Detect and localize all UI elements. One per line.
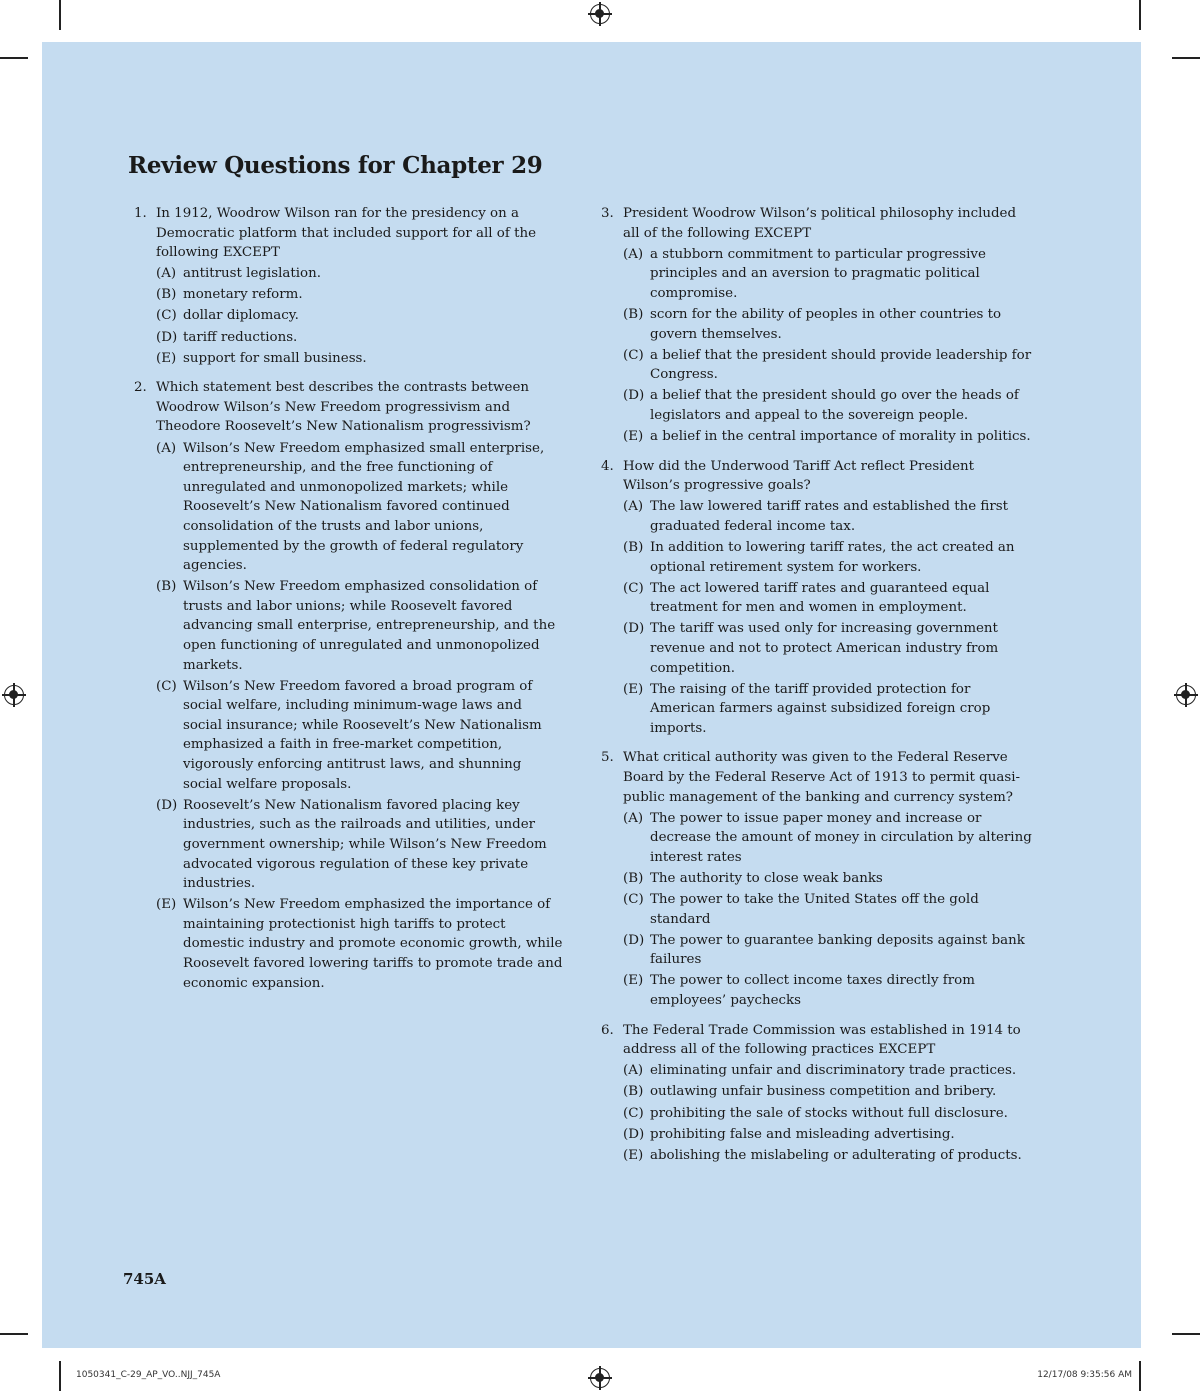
registration-mark-icon xyxy=(590,4,610,24)
option-text: The raising of the tariff provided protection for American farmers against subsidized foreign crop imports. xyxy=(650,681,991,736)
crop-mark xyxy=(59,0,61,30)
questions-column-right xyxy=(601,204,1033,1175)
question-number: 4. xyxy=(601,458,614,474)
option-letter: (B) xyxy=(623,540,644,555)
option-text: Wilson’s New Freedom emphasized the importance of maintaining protectionist high tariffs to protect domestic industry and promote economic growth, while Roosevelt favored lowering tariffs to promote trade and economic expansion. xyxy=(183,897,563,991)
answer-option xyxy=(623,971,1033,1010)
option-letter: (D) xyxy=(156,797,178,813)
question-number: 1. xyxy=(134,206,147,221)
question xyxy=(601,457,1033,739)
option-text: prohibiting false and misleading advertising. xyxy=(650,1126,955,1142)
option-letter: (B) xyxy=(156,287,177,303)
crop-mark xyxy=(1172,1333,1200,1335)
option-letter: (E) xyxy=(156,897,177,913)
print-slug-left: 1050341_C-29_AP_VO..NJJ_745A xyxy=(76,1370,221,1380)
option-letter: (E) xyxy=(623,429,644,445)
question xyxy=(601,748,1033,1010)
answer-option xyxy=(156,349,564,369)
option-text: The power to collect income taxes directly from employees’ paychecks xyxy=(650,973,975,1009)
answer-option xyxy=(156,895,564,993)
answer-option xyxy=(623,1082,1033,1102)
option-text: Wilson’s New Freedom emphasized small enterprise, entrepreneurship, and the free functioning of unregulated and unmonopolized markets; while Roosevelt’s New Nationalism favored continued consolidation of the trusts and labor unions, supplemented by the growth of federal regulatory agencies. xyxy=(183,440,545,574)
answer-option xyxy=(623,245,1033,304)
option-text: a belief that the president should provide leadership for Congress. xyxy=(650,347,1032,383)
option-letter: (C) xyxy=(623,347,644,363)
option-text: a belief in the central importance of morality in politics. xyxy=(650,429,1031,445)
option-text: abolishing the mislabeling or adulterating of products. xyxy=(650,1147,1022,1163)
crop-mark xyxy=(1172,57,1200,59)
question-number: 5. xyxy=(601,750,614,766)
option-letter: (D) xyxy=(623,621,645,637)
question-stem: What critical authority was given to the Federal Reserve Board by the Federal Reserve Act of 1913 to permit quasi-public management of the banking and currency system? xyxy=(623,750,1021,805)
question-stem: How did the Underwood Tariff Act reflect President Wilson’s progressive goals? xyxy=(623,458,974,494)
option-letter: (C) xyxy=(156,678,177,694)
answer-option xyxy=(623,1104,1033,1124)
question-stem: In 1912, Woodrow Wilson ran for the presidency on a Democratic platform that included support for all of the following EXCEPT xyxy=(156,206,537,261)
page-title: Review Questions for Chapter 29 xyxy=(128,152,543,179)
answer-option xyxy=(623,1125,1033,1145)
answer-option xyxy=(156,306,564,326)
answer-option xyxy=(623,386,1033,425)
option-letter: (D) xyxy=(623,1126,645,1142)
option-letter: (E) xyxy=(156,350,177,366)
option-letter: (A) xyxy=(623,246,644,262)
option-letter: (B) xyxy=(156,579,177,595)
registration-mark-icon xyxy=(4,685,24,705)
option-text: antitrust legislation. xyxy=(183,266,321,282)
question xyxy=(601,1021,1033,1166)
option-text: The act lowered tariff rates and guaranteed equal treatment for men and women in employment. xyxy=(650,580,990,616)
answer-option xyxy=(623,427,1033,447)
option-text: support for small business. xyxy=(183,350,367,366)
option-letter: (A) xyxy=(623,499,644,515)
option-letter: (E) xyxy=(623,681,644,697)
answer-option xyxy=(156,285,564,305)
option-text: Wilson’s New Freedom favored a broad program of social welfare, including minimum-wage laws and social insurance; while Roosevelt’s New Nationalism emphasized a faith in free-market competition, vigorously enforcing antitrust laws, and shunning social welfare proposals. xyxy=(183,678,542,792)
option-text: prohibiting the sale of stocks without full disclosure. xyxy=(650,1105,1008,1121)
answer-option xyxy=(156,328,564,348)
option-text: The power to issue paper money and increase or decrease the amount of money in circulation by altering interest rates xyxy=(650,810,1032,865)
answer-option xyxy=(623,538,1033,577)
crop-mark xyxy=(1139,0,1141,30)
question-stem: President Woodrow Wilson’s political philosophy included all of the following EXCEPT xyxy=(623,206,1017,241)
option-letter: (A) xyxy=(623,810,644,826)
option-text: outlawing unfair business competition and bribery. xyxy=(650,1084,997,1100)
option-text: Roosevelt’s New Nationalism favored placing key industries, such as the railroads and utilities, under government ownership; while Wilson’s New Freedom advocated vigorous regulation of these key private industries. xyxy=(183,797,547,892)
option-text: Wilson’s New Freedom emphasized consolidation of trusts and labor unions; while Roosevelt favored advancing small enterprise, entrepreneurship, and the open functioning of unregulated and unmonopolized markets. xyxy=(183,579,556,673)
question xyxy=(134,204,564,368)
option-text: The power to take the United States off the gold standard xyxy=(650,892,979,927)
answer-option xyxy=(623,869,1033,889)
answer-option xyxy=(156,264,564,284)
option-text: The tariff was used only for increasing government revenue and not to protect American industry from competition. xyxy=(650,621,999,676)
answer-option xyxy=(623,680,1033,739)
option-letter: (C) xyxy=(623,892,644,908)
option-letter: (D) xyxy=(623,388,645,404)
answer-option xyxy=(156,677,564,795)
question-number: 3. xyxy=(601,206,614,221)
question-number: 6. xyxy=(601,1022,614,1038)
registration-mark-icon xyxy=(590,1368,610,1388)
question xyxy=(601,204,1033,447)
option-letter: (D) xyxy=(623,932,645,948)
answer-option xyxy=(623,305,1033,344)
option-text: tariff reductions. xyxy=(183,329,298,345)
option-text: scorn for the ability of peoples in other countries to govern themselves. xyxy=(650,306,1002,342)
option-text: eliminating unfair and discriminatory trade practices. xyxy=(650,1063,1017,1079)
answer-option xyxy=(156,439,564,576)
option-letter: (C) xyxy=(623,1105,644,1121)
answer-option xyxy=(623,619,1033,678)
option-letter: (E) xyxy=(623,973,644,989)
question xyxy=(134,378,564,993)
option-letter: (A) xyxy=(156,440,177,456)
answer-option xyxy=(623,497,1033,536)
answer-option xyxy=(623,579,1033,618)
question-number: 2. xyxy=(134,380,147,396)
crop-mark xyxy=(0,57,28,59)
question-stem: Which statement best describes the contrasts between Woodrow Wilson’s New Freedom progressivism and Theodore Roosevelt’s New Nationalism progressivism? xyxy=(156,380,531,435)
option-letter: (A) xyxy=(156,266,177,282)
option-text: a belief that the president should go over the heads of legislators and appeal to the sovereign people. xyxy=(650,388,1019,423)
crop-mark xyxy=(1139,1361,1141,1391)
option-text: The power to guarantee banking deposits against bank failures xyxy=(650,932,1025,968)
answer-option xyxy=(623,346,1033,385)
crop-mark xyxy=(59,1361,61,1391)
question-stem: The Federal Trade Commission was established in 1914 to address all of the following practices EXCEPT xyxy=(623,1022,1021,1058)
option-letter: (B) xyxy=(623,1084,644,1100)
answer-option xyxy=(623,931,1033,970)
option-text: a stubborn commitment to particular progressive principles and an aversion to pragmatic political compromise. xyxy=(650,246,986,301)
answer-option xyxy=(156,577,564,675)
answer-option xyxy=(623,1146,1033,1166)
option-text: monetary reform. xyxy=(183,287,303,303)
option-letter: (C) xyxy=(623,580,644,596)
option-letter: (C) xyxy=(156,308,177,324)
answer-option xyxy=(623,1061,1033,1081)
option-text: dollar diplomacy. xyxy=(183,308,299,324)
option-letter: (B) xyxy=(623,871,644,886)
option-letter: (A) xyxy=(623,1063,644,1079)
option-text: The authority to close weak banks xyxy=(650,871,883,886)
page-number: 745A xyxy=(123,1270,166,1288)
answer-option xyxy=(623,809,1033,868)
print-slug-right: 12/17/08 9:35:56 AM xyxy=(1037,1370,1132,1380)
option-text: In addition to lowering tariff rates, the act created an optional retirement system for workers. xyxy=(650,540,1015,575)
answer-option xyxy=(156,796,564,894)
answer-option xyxy=(623,890,1033,929)
registration-mark-icon xyxy=(1176,685,1196,705)
option-letter: (D) xyxy=(156,329,178,345)
questions-column-left xyxy=(134,204,564,1003)
crop-mark xyxy=(0,1333,28,1335)
option-letter: (E) xyxy=(623,1147,644,1163)
option-text: The law lowered tariff rates and established the first graduated federal income tax. xyxy=(650,499,1008,534)
option-letter: (B) xyxy=(623,306,644,322)
